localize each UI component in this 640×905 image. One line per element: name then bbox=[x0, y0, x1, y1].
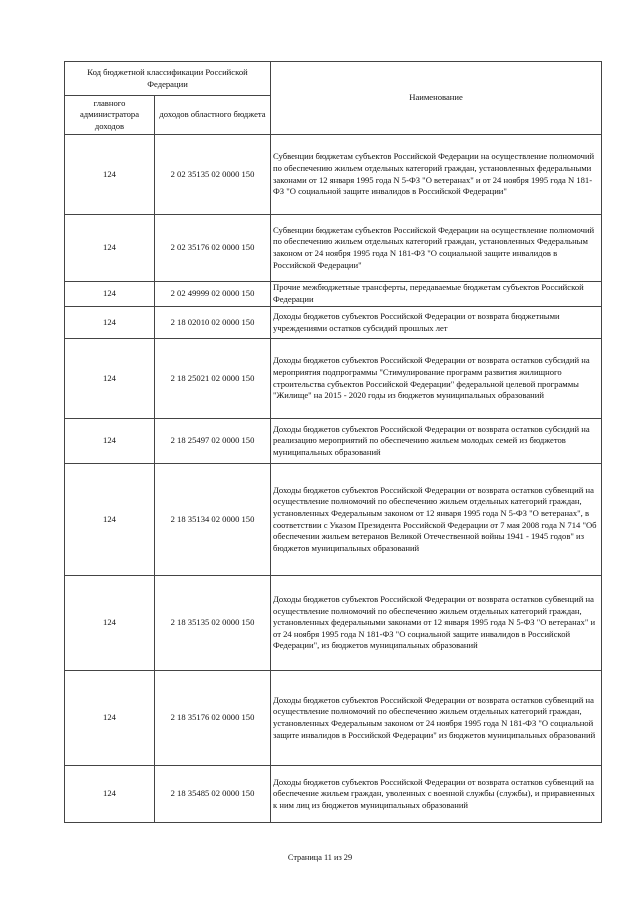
revenue-code-cell: 2 18 35134 02 0000 150 bbox=[155, 464, 271, 576]
admin-code-cell: 124 bbox=[65, 215, 155, 282]
table-row bbox=[65, 671, 602, 766]
table-row bbox=[65, 464, 602, 576]
revenue-name-cell: Доходы бюджетов субъектов Российской Федерации от возврата остатков субвенций на осуществление полномочий по обеспечению жильем отдельных категорий граждан, установленных Федеральным законом от 12 января 1995 года N 5-ФЗ "О ветеранах", в соответствии с Указом Президента Российской Федерации от 7 мая 2008 года N 714 "Об обеспечении жильем ветеранов Великой Отечественной войны 1941 - 1945 годов" из бюджетов муниципальных образований bbox=[271, 464, 602, 576]
admin-code-cell: 124 bbox=[65, 339, 155, 419]
revenue-code-cell: 2 18 35485 02 0000 150 bbox=[155, 766, 271, 823]
table-row bbox=[65, 307, 602, 339]
revenue-code-cell: 2 18 25497 02 0000 150 bbox=[155, 419, 271, 464]
header-budget-code-group: Код бюджетной классификации Российской Федерации bbox=[65, 62, 271, 96]
admin-code-cell: 124 bbox=[65, 419, 155, 464]
table-row bbox=[65, 215, 602, 282]
revenue-name-cell: Субвенции бюджетам субъектов Российской Федерации на осуществление полномочий по обеспечению жильем отдельных категорий граждан, установленных федеральными законами от 12 января 1995 года N 5-ФЗ "О ветеранах" и от 24 ноября 1995 года N 181-ФЗ "О социальной защите инвалидов в Российской Федерации" bbox=[271, 135, 602, 215]
revenue-name-cell: Прочие межбюджетные трансферты, передаваемые бюджетам субъектов Российской Федерации bbox=[271, 282, 602, 307]
table-row bbox=[65, 135, 602, 215]
admin-code-cell: 124 bbox=[65, 766, 155, 823]
revenue-code-cell: 2 18 35135 02 0000 150 bbox=[155, 576, 271, 671]
header-main-administrator: главного администратора доходов bbox=[65, 96, 155, 135]
revenue-code-cell: 2 18 02010 02 0000 150 bbox=[155, 307, 271, 339]
revenue-name-cell: Доходы бюджетов субъектов Российской Федерации от возврата бюджетными учреждениями остатков субсидий прошлых лет bbox=[271, 307, 602, 339]
revenue-name-cell: Доходы бюджетов субъектов Российской Федерации от возврата остатков субсидий на реализацию мероприятий по обеспечению жильем молодых семей из бюджетов муниципальных образований bbox=[271, 419, 602, 464]
table-row bbox=[65, 766, 602, 823]
header-regional-revenue-code: доходов областного бюджета bbox=[155, 96, 271, 135]
revenue-name-cell: Доходы бюджетов субъектов Российской Федерации от возврата остатков субвенций на осуществление полномочий по обеспечению жильем отдельных категорий граждан, установленных федеральными законами от 12 января 1995 года N 5-ФЗ "О ветеранах" и от 24 ноября 1995 года N 181-ФЗ "О социальной защите инвалидов в Российской Федерации", из бюджетов муниципальных образований bbox=[271, 576, 602, 671]
table-row bbox=[65, 339, 602, 419]
header-name: Наименование bbox=[271, 62, 602, 135]
revenue-name-cell: Доходы бюджетов субъектов Российской Федерации от возврата остатков субвенций на осуществление полномочий по обеспечению жильем отдельных категорий граждан, установленных Федеральным законом от 24 ноября 1995 года N 181-ФЗ "О социальной защите инвалидов в Российской Федерации" из бюджетов муниципальных образований bbox=[271, 671, 602, 766]
admin-code-cell: 124 bbox=[65, 282, 155, 307]
revenue-code-cell: 2 02 35176 02 0000 150 bbox=[155, 215, 271, 282]
revenue-name-cell: Доходы бюджетов субъектов Российской Федерации от возврата остатков субвенций на обеспечение жильем граждан, уволенных с военной службы (службы), и приравненных к ним лиц из бюджетов муниципальных образований bbox=[271, 766, 602, 823]
admin-code-cell: 124 bbox=[65, 576, 155, 671]
table-row bbox=[65, 282, 602, 307]
admin-code-cell: 124 bbox=[65, 307, 155, 339]
revenue-name-cell: Субвенции бюджетам субъектов Российской Федерации на осуществление полномочий по обеспечению жильем отдельных категорий граждан, установленных Федеральным законом от 24 ноября 1995 года N 181-ФЗ "О социальной защите инвалидов в Российской Федерации" bbox=[271, 215, 602, 282]
admin-code-cell: 124 bbox=[65, 135, 155, 215]
page-number: Страница 11 из 29 bbox=[287, 853, 353, 862]
table-row bbox=[65, 576, 602, 671]
revenue-name-cell: Доходы бюджетов субъектов Российской Федерации от возврата остатков субсидий на мероприятия подпрограммы "Стимулирование программ развития жилищного строительства субъектов Российской Федерации" федеральной целевой программы "Жилище" на 2015 - 2020 годы из бюджетов муниципальных образований bbox=[271, 339, 602, 419]
revenue-code-cell: 2 18 25021 02 0000 150 bbox=[155, 339, 271, 419]
budget-classification-table bbox=[64, 61, 602, 823]
revenue-code-cell: 2 18 35176 02 0000 150 bbox=[155, 671, 271, 766]
admin-code-cell: 124 bbox=[65, 671, 155, 766]
table-row bbox=[65, 419, 602, 464]
admin-code-cell: 124 bbox=[65, 464, 155, 576]
revenue-code-cell: 2 02 35135 02 0000 150 bbox=[155, 135, 271, 215]
revenue-code-cell: 2 02 49999 02 0000 150 bbox=[155, 282, 271, 307]
